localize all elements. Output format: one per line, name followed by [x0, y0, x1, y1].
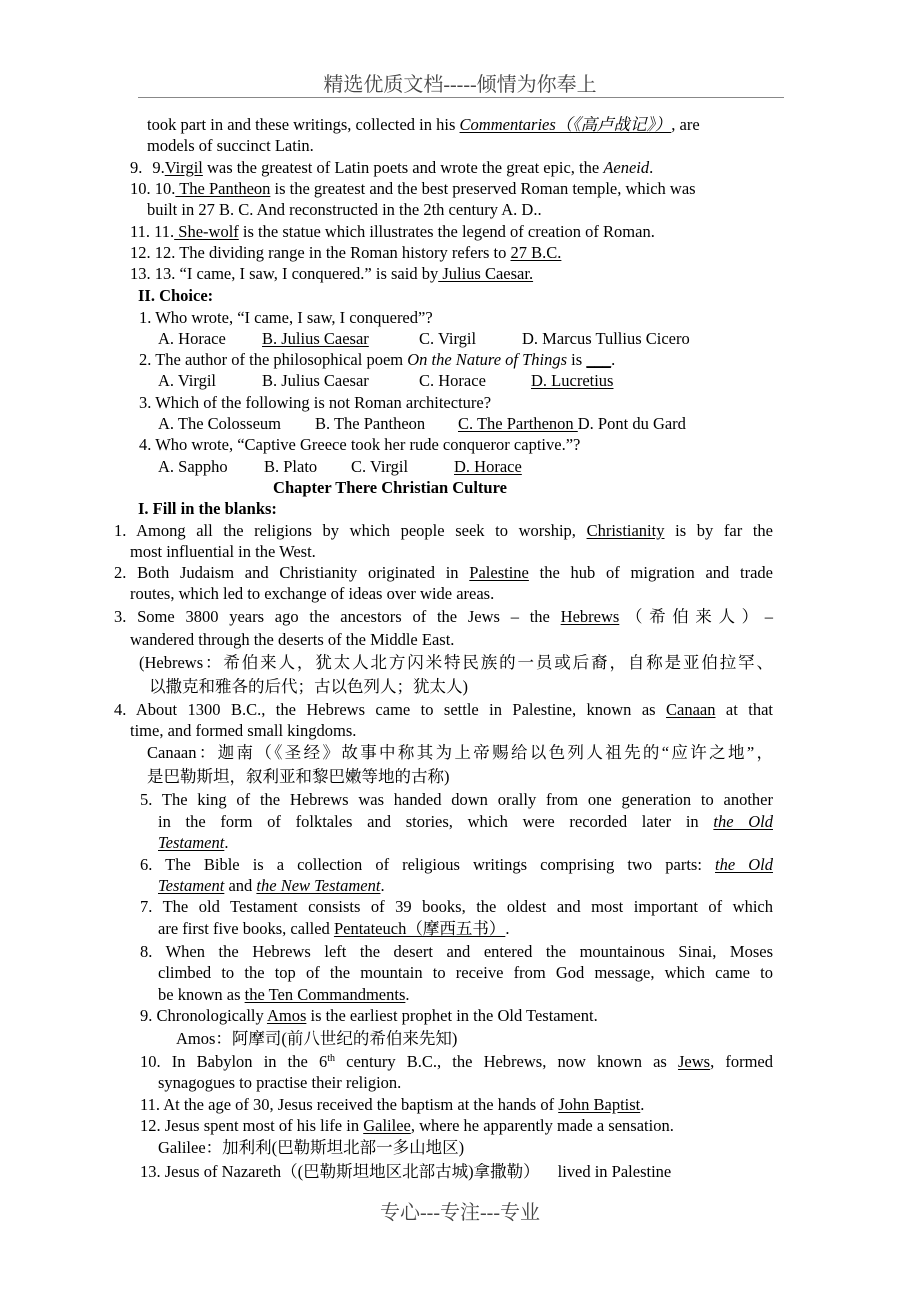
- section-heading: I. Fill in the blanks:: [138, 499, 277, 518]
- option: C. Horace: [419, 371, 486, 390]
- list-item: 12. 12. The dividing range in the Roman history refers to 27 B.C.: [130, 243, 562, 262]
- list-item: 10. In Babylon in the 6th century B.C., the Hebrews, now known as Jews, formed: [140, 1052, 773, 1071]
- text-line: are first five books, called Pentateuch（摩西五书）.: [158, 919, 510, 938]
- list-item: 10. 10. The Pantheon is the greatest and the best preserved Roman temple, which was: [130, 179, 696, 198]
- answer: The Pantheon: [175, 179, 271, 198]
- list-item: 6. The Bible is a collection of religious writings comprising two parts: the Old: [140, 855, 773, 874]
- answer: Virgil: [164, 158, 203, 177]
- text-line: time, and formed small kingdoms.: [130, 721, 357, 740]
- text-line: most influential in the West.: [130, 542, 316, 561]
- answer: Hebrews: [560, 607, 620, 626]
- answer: the Ten Commandments: [244, 985, 406, 1004]
- answer: B. Julius Caesar: [262, 329, 369, 348]
- list-item: 7. The old Testament consists of 39 books, the oldest and most important of which: [140, 897, 773, 916]
- note-line: Canaan：迦南（《圣经》故事中称其为上帝赐给以色列人祖先的“应许之地”，: [147, 743, 773, 762]
- list-item: 5. The king of the Hebrews was handed down orally from one generation to another: [140, 790, 773, 809]
- text-line: built in 27 B. C. And reconstructed in the 2th century A. D..: [147, 200, 542, 219]
- option: C. Virgil: [351, 457, 409, 476]
- option: B. Julius Caesar: [262, 371, 369, 390]
- option: [262, 329, 369, 349]
- list-item: 13. Jesus of Nazareth（(巴勒斯坦地区北部古城)拿撒勒） lived in Palestine: [140, 1162, 672, 1181]
- text-line: climbed to the top of the mountain to receive from God message, which came to: [158, 963, 773, 982]
- note-line: 是巴勒斯坦，叙利亚和黎巴嫩等地的古称): [147, 767, 450, 786]
- note-line: Galilee：加利利(巴勒斯坦北部一多山地区): [158, 1138, 465, 1157]
- question: 1. Who wrote, “I came, I saw, I conquered”?: [139, 308, 433, 327]
- option: A. Horace: [158, 329, 226, 348]
- header-rule: [138, 97, 784, 98]
- list-item: 11. At the age of 30, Jesus received the baptism at the hands of John Baptist.: [140, 1095, 645, 1114]
- text-line: in the form of folktales and stories, which were recorded later in the Old: [158, 812, 773, 831]
- answer: C. The Parthenon: [458, 414, 578, 433]
- list-item: 4. About 1300 B.C., the Hebrews came to settle in Palestine, known as Canaan at that: [114, 700, 773, 719]
- option: C. Virgil: [419, 329, 477, 348]
- page-footer: 专心---专注---专业: [380, 1202, 540, 1224]
- option: C. The Parthenon D. Pont du Gard: [458, 414, 686, 433]
- question: 4. Who wrote, “Captive Greece took her rude conqueror captive.”?: [139, 435, 581, 454]
- note-line: (Hebrews：希伯来人，犹太人北方闪米特民族的一员或后裔，自称是亚伯拉罕、: [139, 653, 773, 672]
- text-line: be known as the Ten Commandments.: [158, 985, 410, 1004]
- answer: 27 B.C.: [510, 243, 562, 262]
- note-line: 以撒克和雅各的后代；古以色列人；犹太人): [149, 677, 468, 696]
- answer: Christianity: [586, 521, 665, 540]
- answer: Galilee: [363, 1116, 411, 1135]
- answer: the New Testament: [256, 876, 381, 895]
- question: 3. Which of the following is not Roman architecture?: [139, 393, 492, 412]
- option: A. Virgil: [158, 371, 216, 390]
- option: A. Sappho: [158, 457, 228, 476]
- answer: Commentaries（《高卢战记》）: [459, 115, 672, 134]
- answer: D. Horace: [454, 457, 522, 476]
- text-line: Testament and the New Testament.: [158, 876, 385, 895]
- answer: Jews: [677, 1052, 711, 1071]
- list-item: 8. When the Hebrews left the desert and entered the mountainous Sinai, Moses: [140, 942, 773, 961]
- option: [454, 457, 522, 477]
- list-item: 3. Some 3800 years ago the ancestors of the Jews – the Hebrews（希伯来人）–: [114, 607, 774, 626]
- answer: Testament: [158, 833, 225, 852]
- option: D. Marcus Tullius Cicero: [522, 329, 690, 348]
- answer: Testament: [158, 876, 225, 895]
- answer: the Old: [713, 812, 773, 831]
- answer: John Baptist: [558, 1095, 641, 1114]
- list-item: 9. Chronologically Amos is the earliest prophet in the Old Testament.: [140, 1006, 598, 1025]
- answer: She-wolf: [174, 222, 239, 241]
- list-item: 12. Jesus spent most of his life in Galilee, where he apparently made a sensation.: [140, 1116, 674, 1135]
- option: [531, 371, 613, 391]
- answer: Pentateuch（摩西五书）: [333, 919, 506, 938]
- chapter-title: Chapter There Christian Culture: [273, 478, 507, 497]
- list-item: 2. Both Judaism and Christianity originated in Palestine the hub of migration and trade: [114, 563, 773, 582]
- section-heading: II. Choice:: [138, 286, 214, 305]
- text-line: Testament.: [158, 833, 229, 852]
- text-line: wandered through the deserts of the Middle East.: [130, 630, 455, 649]
- option: B. The Pantheon: [315, 414, 426, 433]
- list-item: 9. 9.Virgil was the greatest of Latin poets and wrote the great epic, the Aeneid.: [130, 158, 654, 177]
- text-line: routes, which led to exchange of ideas over wide areas.: [130, 584, 495, 603]
- list-item: 11. 11. She-wolf is the statue which illustrates the legend of creation of Roman.: [130, 222, 655, 241]
- list-item: 1. Among all the religions by which people seek to worship, Christianity is by far the: [114, 521, 773, 540]
- answer: Amos: [266, 1006, 307, 1025]
- text-line: synagogues to practise their religion.: [158, 1073, 402, 1092]
- answer: Julius Caesar.: [438, 264, 534, 283]
- answer: Palestine: [469, 563, 529, 582]
- answer: Canaan: [666, 700, 716, 719]
- answer: D. Lucretius: [531, 371, 614, 390]
- answer: the Old: [715, 855, 773, 874]
- list-item: 13. 13. “I came, I saw, I conquered.” is said by Julius Caesar.: [130, 264, 534, 283]
- text-line: took part in and these writings, collected in his Commentaries（《高卢战记》）, are: [147, 115, 700, 134]
- text-line: models of succinct Latin.: [147, 136, 314, 155]
- answer-blank: ___: [586, 350, 612, 369]
- note-line: Amos：阿摩司(前八世纪的希伯来先知): [176, 1029, 458, 1048]
- question: 2. The author of the philosophical poem On the Nature of Things is ___.: [139, 350, 616, 369]
- option: A. The Colosseum: [158, 414, 281, 433]
- page-header: 精选优质文档-----倾情为你奉上: [323, 74, 597, 96]
- option: B. Plato: [264, 457, 318, 476]
